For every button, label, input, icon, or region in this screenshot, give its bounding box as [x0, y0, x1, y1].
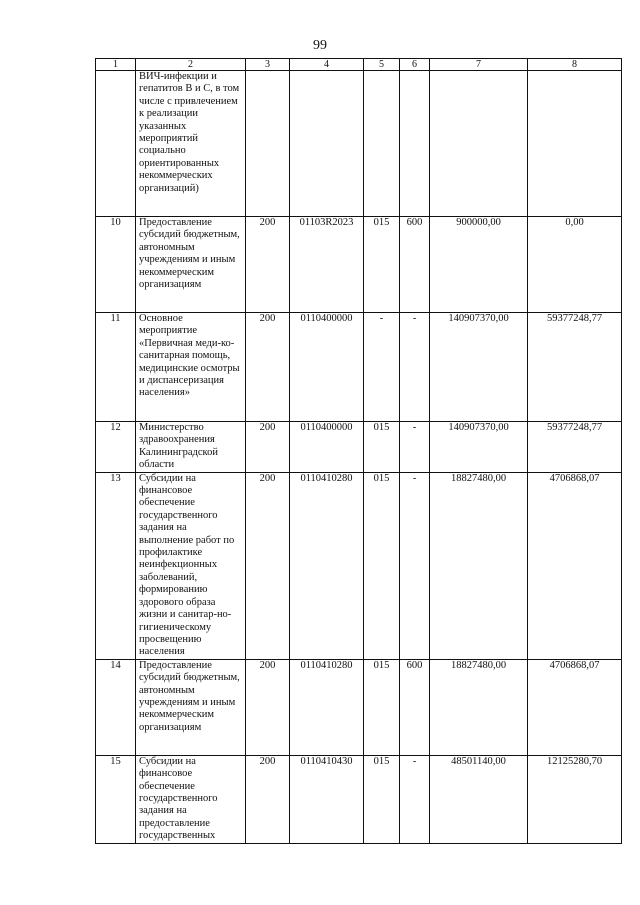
row-col8: 12125280,70	[528, 755, 622, 843]
row-col8	[528, 71, 622, 217]
row-name: Субсидии на финансовое обеспечение государственного задания на предоставление государственных	[136, 755, 246, 843]
row-col6: -	[400, 422, 430, 473]
row-col6: -	[400, 472, 430, 659]
row-col5: 015	[364, 472, 400, 659]
column-header-2: 2	[136, 59, 246, 71]
row-number: 14	[96, 659, 136, 755]
row-name: Министерство здравоохранения Калининградской области	[136, 422, 246, 473]
table-row	[96, 472, 622, 659]
row-number	[96, 71, 136, 217]
row-col8: 59377248,77	[528, 422, 622, 473]
row-col7: 18827480,00	[430, 659, 528, 755]
column-header-4: 4	[290, 59, 364, 71]
row-col5: 015	[364, 659, 400, 755]
row-col5	[364, 71, 400, 217]
row-col6: 600	[400, 659, 430, 755]
column-header-6: 6	[400, 59, 430, 71]
row-number: 13	[96, 472, 136, 659]
table-row	[96, 659, 622, 755]
row-col4: 0110400000	[290, 313, 364, 422]
page-number: 99	[313, 38, 327, 53]
row-col7: 18827480,00	[430, 472, 528, 659]
row-col3: 200	[246, 659, 290, 755]
row-col3: 200	[246, 422, 290, 473]
budget-table	[95, 58, 622, 844]
row-number: 10	[96, 217, 136, 313]
column-header-7: 7	[430, 59, 528, 71]
column-header-3: 3	[246, 59, 290, 71]
row-name: Основное мероприятие «Первичная меди-ко-санитарная помощь, медицинские осмотры и диспансеризация населения»	[136, 313, 246, 422]
column-header-5: 5	[364, 59, 400, 71]
row-number: 12	[96, 422, 136, 473]
row-col5: -	[364, 313, 400, 422]
row-col3	[246, 71, 290, 217]
row-col7	[430, 71, 528, 217]
row-col7: 140907370,00	[430, 422, 528, 473]
row-col5: 015	[364, 422, 400, 473]
table-row	[96, 313, 622, 422]
row-col3: 200	[246, 313, 290, 422]
row-col5: 015	[364, 217, 400, 313]
row-col6: -	[400, 313, 430, 422]
row-col4: 01103R2023	[290, 217, 364, 313]
row-col8: 0,00	[528, 217, 622, 313]
row-col4: 0110400000	[290, 422, 364, 473]
row-name: Субсидии на финансовое обеспечение государственного задания на выполнение работ по профилактике неинфекционных заболеваний, формированию здорового образа жизни и санитар-но-гигиеническому просвещению населения	[136, 472, 246, 659]
table-row	[96, 755, 622, 843]
row-col8: 4706868,07	[528, 472, 622, 659]
header-row	[96, 59, 622, 71]
row-col5: 015	[364, 755, 400, 843]
row-col6: -	[400, 755, 430, 843]
row-col3: 200	[246, 217, 290, 313]
table-row	[96, 422, 622, 473]
row-col7: 48501140,00	[430, 755, 528, 843]
column-header-1: 1	[96, 59, 136, 71]
row-name: ВИЧ-инфекции и гепатитов В и С, в том числе с привлечением к реализации указанных мероприятий социально ориентированных некоммерческих организаций)	[136, 71, 246, 217]
row-col6: 600	[400, 217, 430, 313]
row-col7: 140907370,00	[430, 313, 528, 422]
table-row	[96, 217, 622, 313]
row-col4: 0110410280	[290, 659, 364, 755]
row-number: 15	[96, 755, 136, 843]
row-col4: 0110410280	[290, 472, 364, 659]
row-number: 11	[96, 313, 136, 422]
column-header-8: 8	[528, 59, 622, 71]
row-col3: 200	[246, 472, 290, 659]
row-col4	[290, 71, 364, 217]
table-row	[96, 71, 622, 217]
row-name: Предоставление субсидий бюджетным, автономным учреждениям и иным некоммерческим организациям	[136, 659, 246, 755]
row-col4: 0110410430	[290, 755, 364, 843]
row-col8: 59377248,77	[528, 313, 622, 422]
row-col3: 200	[246, 755, 290, 843]
row-col6	[400, 71, 430, 217]
row-name: Предоставление субсидий бюджетным, автономным учреждениям и иным некоммерческим организациям	[136, 217, 246, 313]
row-col7: 900000,00	[430, 217, 528, 313]
row-col8: 4706868,07	[528, 659, 622, 755]
